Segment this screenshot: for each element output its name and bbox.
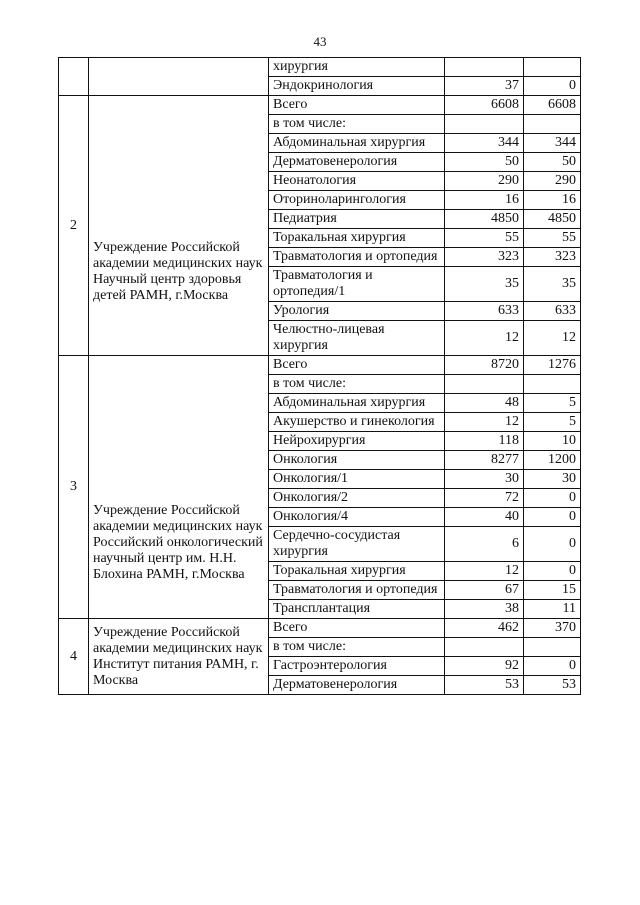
specialty-cell: Торакальная хирургия — [269, 562, 445, 581]
value-2-cell: 12 — [524, 321, 581, 356]
specialty-cell: Челюстно-лицевая хирургия — [269, 321, 445, 356]
value-2-cell: 16 — [524, 191, 581, 210]
value-1-cell: 30 — [445, 470, 524, 489]
specialty-cell: Всего — [269, 619, 445, 638]
specialty-cell: в том числе: — [269, 638, 445, 657]
value-1-cell: 72 — [445, 489, 524, 508]
value-2-cell: 53 — [524, 676, 581, 695]
value-1-cell: 16 — [445, 191, 524, 210]
value-2-cell: 0 — [524, 657, 581, 676]
specialty-cell: Онкология/2 — [269, 489, 445, 508]
value-2-cell — [524, 375, 581, 394]
specialty-cell: Онкология/4 — [269, 508, 445, 527]
value-1-cell: 37 — [445, 77, 524, 96]
value-2-cell — [524, 638, 581, 657]
specialty-cell: Абдоминальная хирургия — [269, 134, 445, 153]
value-1-cell: 92 — [445, 657, 524, 676]
specialty-cell: Дерматовенерология — [269, 153, 445, 172]
specialty-cell: Трансплантация — [269, 600, 445, 619]
value-2-cell — [524, 58, 581, 77]
value-2-cell: 6608 — [524, 96, 581, 115]
institution-name: Учреждение Российской академии медицинских наук Институт питания РАМН, г. Москва — [93, 624, 263, 688]
value-2-cell: 0 — [524, 527, 581, 562]
row-number-cell: 3 — [59, 356, 89, 619]
specialty-cell: Всего — [269, 356, 445, 375]
specialty-cell: Нейрохирургия — [269, 432, 445, 451]
value-2-cell: 0 — [524, 489, 581, 508]
value-1-cell: 6 — [445, 527, 524, 562]
specialty-cell: Сердечно-сосудистая хирургия — [269, 527, 445, 562]
distribution-table — [58, 57, 581, 695]
value-2-cell: 50 — [524, 153, 581, 172]
value-1-cell: 40 — [445, 508, 524, 527]
table-row — [59, 96, 581, 115]
value-1-cell: 12 — [445, 562, 524, 581]
specialty-cell: Дерматовенерология — [269, 676, 445, 695]
value-2-cell: 35 — [524, 267, 581, 302]
value-2-cell: 15 — [524, 581, 581, 600]
page-number: 43 — [313, 34, 327, 49]
value-2-cell: 10 — [524, 432, 581, 451]
value-2-cell: 0 — [524, 562, 581, 581]
specialty-cell: Онкология/1 — [269, 470, 445, 489]
value-2-cell: 55 — [524, 229, 581, 248]
table-row — [59, 356, 581, 375]
value-2-cell: 4850 — [524, 210, 581, 229]
value-2-cell: 1200 — [524, 451, 581, 470]
institution-cell — [89, 619, 269, 695]
value-1-cell: 462 — [445, 619, 524, 638]
value-1-cell: 8277 — [445, 451, 524, 470]
row-number-cell: 4 — [59, 619, 89, 695]
value-1-cell: 344 — [445, 134, 524, 153]
row-number-cell — [59, 58, 89, 96]
specialty-cell: хирургия — [269, 58, 445, 77]
value-1-cell: 8720 — [445, 356, 524, 375]
specialty-cell: Акушерство и гинекология — [269, 413, 445, 432]
specialty-cell: в том числе: — [269, 115, 445, 134]
value-2-cell: 0 — [524, 77, 581, 96]
value-1-cell — [445, 115, 524, 134]
institution-name: Учреждение Российской академии медицинских наук Научный центр здоровья детей РАМН, г.Москва — [93, 239, 263, 303]
table-row — [59, 58, 581, 77]
specialty-cell: Травматология и ортопедия — [269, 581, 445, 600]
value-2-cell: 370 — [524, 619, 581, 638]
value-1-cell: 12 — [445, 321, 524, 356]
value-1-cell: 4850 — [445, 210, 524, 229]
value-1-cell: 633 — [445, 302, 524, 321]
specialty-cell: Эндокринология — [269, 77, 445, 96]
table-body — [59, 58, 581, 695]
value-1-cell — [445, 638, 524, 657]
value-1-cell: 67 — [445, 581, 524, 600]
institution-cell — [89, 58, 269, 96]
specialty-cell: Торакальная хирургия — [269, 229, 445, 248]
value-1-cell: 48 — [445, 394, 524, 413]
value-1-cell: 35 — [445, 267, 524, 302]
value-1-cell: 118 — [445, 432, 524, 451]
value-1-cell: 12 — [445, 413, 524, 432]
value-2-cell: 1276 — [524, 356, 581, 375]
value-2-cell: 0 — [524, 508, 581, 527]
value-1-cell: 6608 — [445, 96, 524, 115]
value-1-cell: 323 — [445, 248, 524, 267]
value-1-cell: 38 — [445, 600, 524, 619]
specialty-cell: Травматология и ортопедия — [269, 248, 445, 267]
specialty-cell: Всего — [269, 96, 445, 115]
table-row — [59, 619, 581, 638]
institution-name: Учреждение Российской академии медицинских наук Российский онкологический научный центр им. Н.Н. Блохина РАМН, г.Москва — [93, 503, 263, 582]
value-1-cell: 55 — [445, 229, 524, 248]
value-2-cell: 5 — [524, 413, 581, 432]
specialty-cell: в том числе: — [269, 375, 445, 394]
value-2-cell — [524, 115, 581, 134]
value-2-cell: 344 — [524, 134, 581, 153]
row-number-cell: 2 — [59, 96, 89, 356]
value-1-cell — [445, 58, 524, 77]
value-2-cell: 290 — [524, 172, 581, 191]
specialty-cell: Неонатология — [269, 172, 445, 191]
value-1-cell: 50 — [445, 153, 524, 172]
value-2-cell: 11 — [524, 600, 581, 619]
value-1-cell: 53 — [445, 676, 524, 695]
value-1-cell — [445, 375, 524, 394]
specialty-cell: Абдоминальная хирургия — [269, 394, 445, 413]
institution-cell — [89, 356, 269, 619]
value-2-cell: 30 — [524, 470, 581, 489]
value-2-cell: 633 — [524, 302, 581, 321]
specialty-cell: Гастроэнтерология — [269, 657, 445, 676]
specialty-cell: Травматология и ортопедия/1 — [269, 267, 445, 302]
value-1-cell: 290 — [445, 172, 524, 191]
institution-cell — [89, 96, 269, 356]
specialty-cell: Педиатрия — [269, 210, 445, 229]
value-2-cell: 5 — [524, 394, 581, 413]
specialty-cell: Онкология — [269, 451, 445, 470]
specialty-cell: Оториноларингология — [269, 191, 445, 210]
specialty-cell: Урология — [269, 302, 445, 321]
value-2-cell: 323 — [524, 248, 581, 267]
